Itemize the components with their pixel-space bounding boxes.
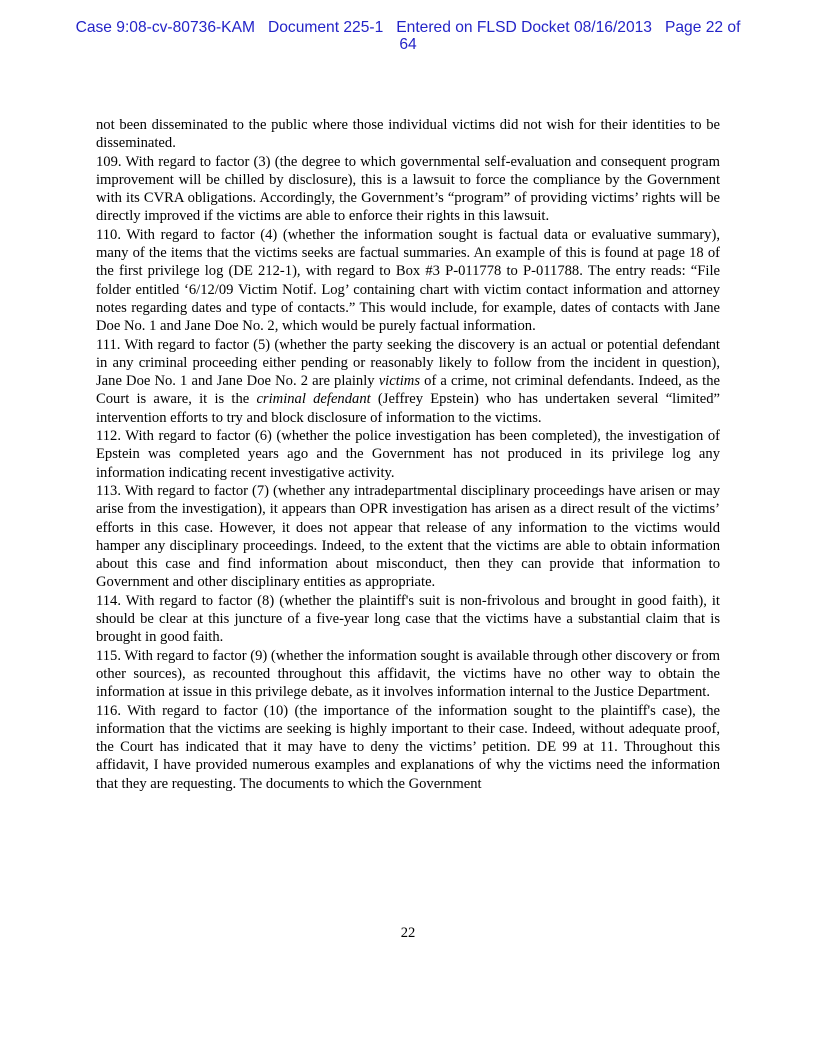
- paragraph-112: 112. With regard to factor (6) (whether the police investigation has been completed), the investigation of Epstein was completed years ago and the Government has not produced in its privilege log any information indicating recent investigative activity.: [96, 428, 720, 481]
- document-body: [96, 116, 720, 793]
- paragraph-114: 114. With regard to factor (8) (whether the plaintiff's suit is non-frivolous and brought in good faith), it should be clear at this juncture of a five-year long case that the victims have a substantial claim that is brought in good faith.: [96, 592, 720, 646]
- page-number: 22: [400, 925, 416, 941]
- paragraph-113: 113. With regard to factor (7) (whether any intradepartmental disciplinary proceedings have arisen or may arise from the investigation), it appears than OPR investigation has arisen as a direct result of the victims’ efforts in this case. However, it does not appear that release of any information to the victims would hamper any disciplinary proceedings. Indeed, to the extent that the victims are able to obtain information about this case and find information about misconduct, then they can provide that information to Government and other disciplinary entities as appropriate.: [96, 482, 720, 591]
- paragraph-116: 116. With regard to factor (10) (the importance of the information sought to the plaintiff's case), the information that the victims are seeking is highly important to their case. Indeed, without adequate proof, the Court has indicated that it may have to deny the victims’ petition. DE 99 at 11. Throughout this affidavit, I have provided numerous examples and explanations of why the victims need the information that they are requesting. The documents to which the Government: [96, 702, 720, 792]
- paragraph-115: 115. With regard to factor (9) (whether the information sought is available through other discovery or from other sources), as recounted throughout this affidavit, the victims have no other way to obtain the information at issue in this privilege debate, as it involves information internal to the Justice Department.: [96, 647, 720, 701]
- paragraph-111: [96, 336, 720, 427]
- paragraph-110: 110. With regard to factor (4) (whether the information sought is factual data or evaluative summary), many of the items that the victims seeks are factual summaries. An example of this is found at page 18 of the first privilege log (DE 212-1), with regard to Box #3 P-011778 to P-011788. The entry reads: “File folder entitled ‘6/12/09 Victim Notif. Log’ containing chart with victim contact information and attorney notes regarding dates and type of contacts.” This would include, for example, dates of contacts with Jane Doe No. 1 and Jane Doe No. 2, which would be purely factual information.: [96, 226, 720, 335]
- docket-header-stamp: [60, 19, 756, 53]
- paragraph-111-part-2: of a crime, not criminal defendants. Indeed, as the Court is aware, it is the: [96, 373, 720, 408]
- paragraph-continuation: not been disseminated to the public where those individual victims did not wish for their identities to be disseminated.: [96, 117, 720, 152]
- paragraph-111-emphasis-victims: victims: [378, 373, 421, 390]
- docket-header-line-1: Case 9:08-cv-80736-KAM Document 225-1 Entered on FLSD Docket 08/16/2013 Page 22 of: [75, 19, 741, 36]
- paragraph-111-part-3: (Jeffrey Epstein) who has undertaken several “limited” intervention efforts to try and block disclosure of information to the victims.: [96, 391, 720, 426]
- paragraph-109: 109. With regard to factor (3) (the degree to which governmental self-evaluation and consequent program improvement will be chilled by disclosure), this is a lawsuit to force the compliance by the Government with its CVRA obligations. Accordingly, the Government’s “program” of providing victims’ rights will be directly improved if the victims are able to enforce their rights in this lawsuit.: [96, 153, 720, 225]
- docket-header-line-2: 64: [399, 36, 417, 53]
- paragraph-111-emphasis-criminal-defendant: criminal defendant: [256, 391, 371, 408]
- paragraph-111-part-1: 111. With regard to factor (5) (whether the party seeking the discovery is an actual or potential defendant in any criminal proceeding either pending or reasonably likely to follow from the incident in question), Jane Doe No. 1 and Jane Doe No. 2 are plainly: [96, 336, 720, 390]
